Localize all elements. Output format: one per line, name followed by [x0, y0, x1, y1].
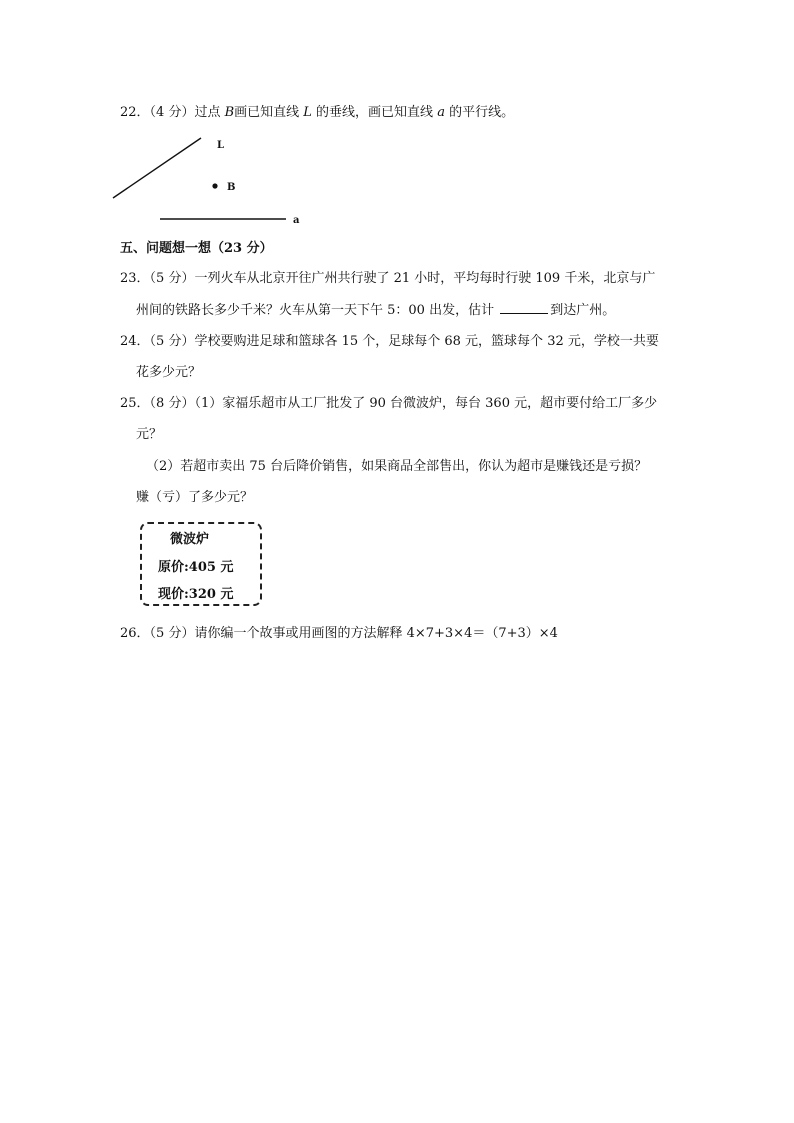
point-b	[212, 183, 217, 188]
question-22	[120, 104, 514, 122]
question-23-line2	[136, 301, 615, 320]
section-title: 五、问题想一想（23 分）	[120, 241, 273, 256]
question-25-line4: 赚（亏）了多少元？	[136, 490, 254, 505]
q22-middle: 画已知直线	[234, 105, 304, 120]
current-price: 现价:320 元	[158, 587, 234, 602]
price-box-title: 微波炉	[170, 532, 210, 547]
q22-line-a: a	[437, 105, 445, 120]
line-l	[113, 138, 201, 198]
question-24-line2: 花多少元？	[136, 365, 202, 380]
q22-point-b: B	[224, 105, 235, 120]
label-l: L	[217, 140, 225, 151]
q23-line2-pre: 州间的铁路长多少千米？火车从第一天下午 5：00 出发，估计	[136, 303, 499, 318]
label-b: B	[227, 182, 236, 193]
label-a: a	[293, 215, 300, 226]
question-25-line3: （2）若超市卖出 75 台后降价销售，如果商品全部售出，你认为超市是赚钱还是亏损？	[146, 459, 648, 474]
answer-blank[interactable]	[500, 301, 548, 314]
question-25-line2: 元？	[136, 427, 163, 442]
q23-line2-post: 到达广州。	[550, 303, 616, 318]
question-23-line1: 23．（5 分）一列火车从北京开往广州共行驶了 21 小时，平均每时行驶 109 千米，北京与广	[120, 271, 656, 286]
line-point-figure	[105, 130, 315, 230]
q22-prefix: 22．（4 分）过点	[120, 105, 225, 120]
question-25-line1: 25．（8 分）（1）家福乐超市从工厂批发了 90 台微波炉，每台 360 元，超市要付给工厂多少	[120, 396, 658, 411]
q22-middle2: 的垂线，画已知直线	[311, 105, 438, 120]
q22-suffix: 的平行线。	[444, 105, 515, 120]
q22-line-l: L	[303, 105, 312, 120]
microwave-price-box	[140, 522, 262, 606]
question-24-line1: 24．（5 分）学校要购进足球和篮球各 15 个，足球每个 68 元，篮球每个 32 元，学校一共要	[120, 334, 659, 349]
question-26: 26．（5 分）请你编一个故事或用画图的方法解释 4×7+3×4＝（7+3）×4	[120, 626, 558, 641]
original-price: 原价:405 元	[158, 560, 234, 575]
